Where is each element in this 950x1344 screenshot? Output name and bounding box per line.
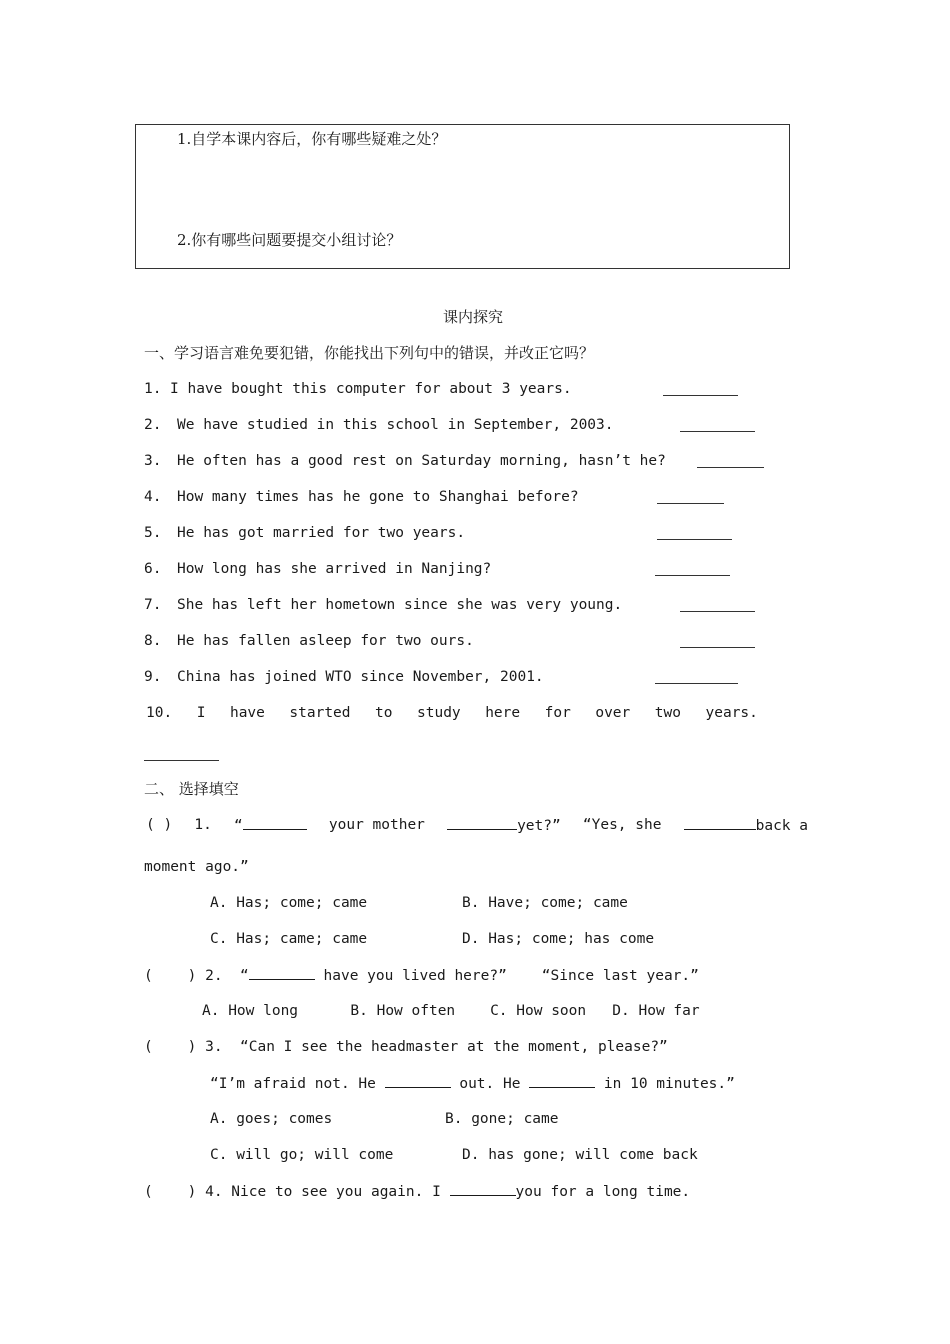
error-item-4-number: 4. <box>144 489 162 505</box>
part2-heading: 二、 选择填空 <box>144 780 239 798</box>
question-reply: “Yes, she <box>582 817 662 833</box>
error-item-10-word: I <box>196 705 206 721</box>
answer-blank-4[interactable] <box>657 503 724 504</box>
question-text: you for a long time. <box>515 1184 691 1200</box>
answer-blank-7[interactable] <box>680 611 755 612</box>
error-item-10-word: have <box>229 705 265 721</box>
mc-question-4 <box>144 1181 690 1202</box>
part1-heading: 一、学习语言难免要犯错，你能找出下列句中的错误，并改正它吗？ <box>144 344 595 362</box>
mc-question-2 <box>144 965 699 986</box>
error-item-10-word: years. <box>705 705 758 721</box>
reflection-question-2: 2.你有哪些问题要提交小组讨论？ <box>177 231 402 249</box>
error-item-10-word: to <box>375 705 393 721</box>
error-item-10-word: here <box>485 705 521 721</box>
fill-blank[interactable] <box>529 1073 595 1088</box>
error-item-5-text: He has got married for two years. <box>177 525 466 541</box>
option-c[interactable]: C. will go; will come <box>210 1147 394 1163</box>
answer-blank-10[interactable] <box>144 760 219 761</box>
error-item-1-number: 1. <box>144 381 162 397</box>
answer-blank-3[interactable] <box>697 467 764 468</box>
section-title: 课内探究 <box>443 308 504 326</box>
answer-blank-2[interactable] <box>680 431 755 432</box>
fill-blank[interactable] <box>684 815 756 830</box>
error-item-10-word: over <box>595 705 631 721</box>
question-text: have you lived here?” <box>323 968 507 984</box>
question-prefix: ( ) 2. “ <box>144 968 249 984</box>
error-item-2-text: We have studied in this school in September, 2003. <box>177 417 614 433</box>
option-a[interactable]: A. goes; comes <box>210 1111 333 1127</box>
fill-blank[interactable] <box>450 1181 516 1196</box>
question-text: out. He <box>459 1076 521 1092</box>
question-2-options[interactable]: A. How long B. How often C. How soon D. How far <box>202 1003 700 1019</box>
question-3-line2 <box>210 1073 735 1094</box>
error-item-9-text: China has joined WTO since November, 2001. <box>177 669 544 685</box>
error-item-7-number: 7. <box>144 597 162 613</box>
error-item-8-text: He has fallen asleep for two ours. <box>177 633 474 649</box>
error-item-3-text: He often has a good rest on Saturday morning, hasn’t he? <box>177 453 666 469</box>
answer-blank-5[interactable] <box>657 539 732 540</box>
question-text: in 10 minutes.” <box>603 1076 735 1092</box>
question-prefix: ( ) 4. Nice to see you again. I <box>144 1184 441 1200</box>
error-item-10-number: 10. <box>146 705 173 721</box>
reflection-question-1: 1.自学本课内容后，你有哪些疑难之处？ <box>177 130 447 148</box>
error-item-10 <box>146 703 758 723</box>
quote-mark: “ <box>233 818 243 834</box>
question-number: 1. <box>194 817 212 833</box>
error-item-1-text: I have bought this computer for about 3 years. <box>170 381 572 397</box>
option-a[interactable]: A. Has; come; came <box>210 895 368 911</box>
question-text: your mother <box>328 817 425 833</box>
error-item-10-word: two <box>654 705 681 721</box>
option-c[interactable]: C. Has; came; came <box>210 931 368 947</box>
error-item-6-text: How long has she arrived in Nanjing? <box>177 561 492 577</box>
question-text: “I’m afraid not. He <box>210 1076 376 1092</box>
answer-parentheses[interactable]: ( ) <box>146 817 173 833</box>
answer-blank-1[interactable] <box>663 395 738 396</box>
error-item-10-word: study <box>417 705 461 721</box>
error-item-10-word: started <box>289 705 351 721</box>
mc-question-1 <box>146 815 808 836</box>
mc-question-3: ( ) 3. “Can I see the headmaster at the moment, please?” <box>144 1039 668 1055</box>
error-item-6-number: 6. <box>144 561 162 577</box>
fill-blank[interactable] <box>447 815 517 830</box>
error-item-2-number: 2. <box>144 417 162 433</box>
error-item-7-text: She has left her hometown since she was very young. <box>177 597 623 613</box>
fill-blank[interactable] <box>385 1073 451 1088</box>
question-text: back a <box>755 818 808 834</box>
answer-blank-8[interactable] <box>680 647 755 648</box>
error-item-8-number: 8. <box>144 633 162 649</box>
question-reply: “Since last year.” <box>541 968 699 984</box>
fill-blank[interactable] <box>243 815 307 830</box>
fill-blank[interactable] <box>249 965 315 980</box>
option-d[interactable]: D. Has; come; has come <box>462 931 655 947</box>
option-d[interactable]: D. has gone; will come back <box>462 1147 698 1163</box>
error-item-3-number: 3. <box>144 453 162 469</box>
error-item-10-word: for <box>544 705 571 721</box>
answer-blank-9[interactable] <box>655 683 738 684</box>
question-continuation: moment ago.” <box>144 859 249 875</box>
answer-blank-6[interactable] <box>655 575 730 576</box>
option-b[interactable]: B. gone; came <box>445 1111 559 1127</box>
option-b[interactable]: B. Have; come; came <box>462 895 628 911</box>
question-text: yet?” <box>517 818 561 834</box>
error-item-4-text: How many times has he gone to Shanghai before? <box>177 489 579 505</box>
error-item-9-number: 9. <box>144 669 162 685</box>
error-item-5-number: 5. <box>144 525 162 541</box>
